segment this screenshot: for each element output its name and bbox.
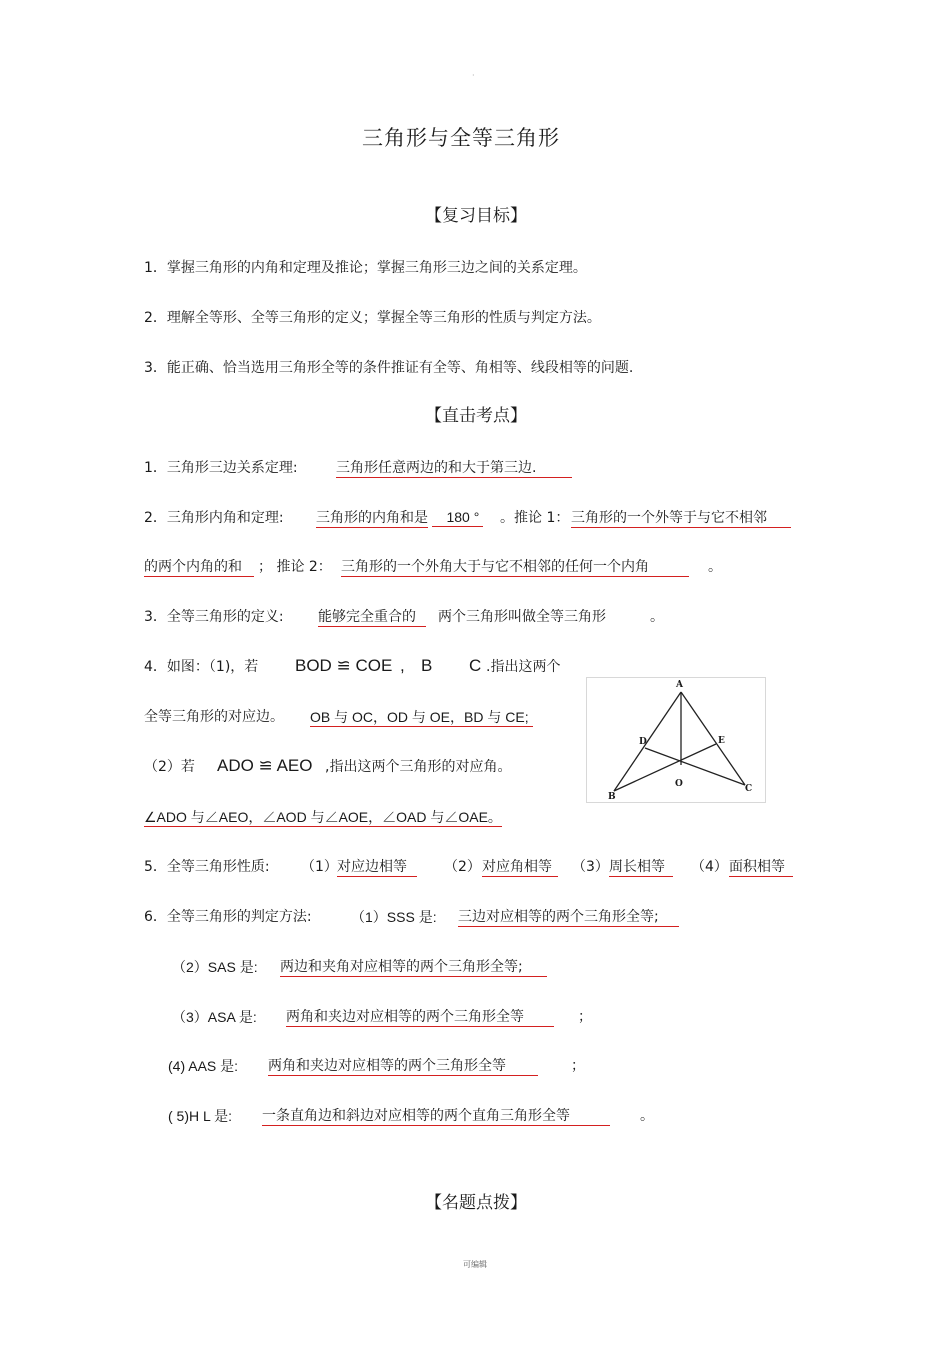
kp2-cor1 bbox=[571, 508, 791, 528]
kp4-answer1 bbox=[310, 707, 533, 727]
page-title: 三角形与全等三角形 bbox=[362, 126, 560, 150]
kp4-answer2-text: ∠ADO 与∠AEO，∠AOD 与∠AOE，∠OAD 与∠OAE。 bbox=[144, 809, 502, 825]
kp6-asa bbox=[286, 1007, 554, 1027]
kp6-sas-label: （2）SAS 是: bbox=[172, 959, 258, 975]
kp6-aas bbox=[268, 1056, 538, 1076]
kp6-sss-answer: 三边对应相等的两个三角形全等; bbox=[458, 908, 679, 927]
heading-objectives: 【复习目标】 bbox=[425, 206, 527, 226]
label-o: O bbox=[675, 779, 683, 789]
kp6-sss-label: （1）SSS 是: bbox=[351, 909, 437, 925]
kp2-label: 2．三角形内角和定理: bbox=[144, 510, 284, 526]
kp5-answer-3: 周长相等 bbox=[609, 858, 673, 877]
objective-2: 2．理解全等形、全等三角形的定义；掌握全等三角形的性质与判定方法。 bbox=[144, 310, 601, 326]
kp5-num-4: （4） bbox=[691, 859, 728, 875]
kp6-hl-label: ( 5)H L 是: bbox=[168, 1108, 233, 1124]
kp1-label: 1．三角形三边关系定理: bbox=[144, 460, 298, 476]
heading-examples: 【名题点拨】 bbox=[425, 1193, 527, 1213]
kp6-hl-answer: 一条直角边和斜边对应相等的两个直角三角形全等 bbox=[262, 1107, 610, 1126]
kp2-cor1-answer-cont: 的两个内角的和 bbox=[144, 558, 254, 577]
kp4-sep1: , bbox=[400, 656, 405, 675]
kp3-end: 。 bbox=[650, 609, 664, 625]
label-e: E bbox=[718, 736, 725, 746]
kp4-angle-b: B bbox=[421, 656, 433, 675]
heading-key-points: 【直击考点】 bbox=[425, 406, 527, 426]
kp2-cor1-cont bbox=[144, 557, 254, 577]
kp1-answer-text: 三角形任意两边的和大于第三边. bbox=[336, 459, 572, 478]
kp2-cor1-label: 。推论 1： bbox=[500, 510, 570, 526]
kp3-answer bbox=[318, 607, 426, 627]
kp2-cor2 bbox=[341, 557, 689, 577]
kp4-part2-label: （2）若 bbox=[144, 759, 195, 775]
kp6-label: 6．全等三角形的判定方法: bbox=[144, 909, 312, 925]
kp4-answer2 bbox=[144, 807, 502, 827]
footer-editable: 可编辑 bbox=[463, 1260, 487, 1269]
kp3-answer-text: 能够完全重合的 bbox=[318, 608, 426, 627]
kp4-text2: 全等三角形的对应边。 bbox=[144, 709, 284, 725]
kp5-answer-1: 对应边相等 bbox=[337, 858, 417, 877]
kp4-text3: ,指出这两个三角形的对应角。 bbox=[325, 759, 512, 775]
kp6-asa-end: ； bbox=[578, 1009, 592, 1025]
kp5-num-1: （1） bbox=[301, 859, 338, 875]
kp6-hl bbox=[262, 1106, 610, 1126]
objective-1: 1．掌握三角形的内角和定理及推论；掌握三角形三边之间的关系定理。 bbox=[144, 260, 587, 276]
kp5-label: 5．全等三角形性质: bbox=[144, 859, 270, 875]
kp6-asa-answer: 两角和夹边对应相等的两个三角形全等 bbox=[286, 1008, 554, 1027]
kp5-item-2 bbox=[482, 857, 558, 877]
kp6-asa-label: （3）ASA 是: bbox=[172, 1009, 257, 1025]
kp4-label: 4．如图：（1)，若 bbox=[144, 659, 259, 675]
kp5-item-1 bbox=[337, 857, 417, 877]
kp2-cor1-answer: 三角形的一个外等于与它不相邻 bbox=[571, 509, 791, 528]
kp2-end: 。 bbox=[708, 559, 722, 575]
kp2-cor2-answer: 三角形的一个外角大于与它不相邻的任何一个内角 bbox=[341, 558, 689, 577]
kp1-answer bbox=[336, 458, 572, 478]
kp4-text1: .指出这两个 bbox=[486, 659, 561, 675]
kp6-aas-end: ； bbox=[571, 1058, 585, 1074]
label-c: C bbox=[745, 784, 753, 794]
kp6-sas bbox=[280, 957, 547, 977]
kp5-answer-4: 面积相等 bbox=[729, 858, 793, 877]
kp2-answer-b: 180 ° bbox=[432, 508, 483, 527]
kp3-label: 3．全等三角形的定义: bbox=[144, 609, 284, 625]
kp4-angle-c: C bbox=[469, 656, 482, 675]
kp5-num-2: （2） bbox=[444, 859, 481, 875]
kp6-sas-answer: 两边和夹角对应相等的两个三角形全等; bbox=[280, 958, 547, 977]
kp6-hl-end: 。 bbox=[640, 1108, 654, 1124]
kp6-aas-answer: 两角和夹边对应相等的两个三角形全等 bbox=[268, 1057, 538, 1076]
triangle-figure bbox=[586, 677, 766, 803]
kp5-item-4 bbox=[729, 857, 793, 877]
top-dot: · bbox=[472, 71, 475, 80]
kp4-cong1: BOD ≌ COE bbox=[295, 656, 393, 675]
kp3-rest: 两个三角形叫做全等三角形 bbox=[438, 609, 606, 625]
objective-3: 3．能正确、恰当选用三角形全等的条件推证有全等、角相等、线段相等的问题. bbox=[144, 360, 634, 376]
label-a: A bbox=[676, 680, 683, 690]
kp6-sss bbox=[458, 907, 679, 927]
label-b: B bbox=[608, 792, 616, 802]
kp2-answer-a: 三角形的内角和是 bbox=[316, 510, 428, 526]
kp5-answer-2: 对应角相等 bbox=[482, 858, 558, 877]
kp6-aas-label: (4) AAS 是: bbox=[168, 1058, 239, 1074]
kp4-answer1-text: OB 与 OC，OD 与 OE，BD 与 CE; bbox=[310, 708, 533, 727]
kp2-cor2-label: ； 推论 2： bbox=[258, 559, 332, 575]
kp2-answer bbox=[316, 508, 483, 528]
kp4-cong2: ADO ≌ AEO bbox=[217, 756, 313, 775]
kp5-num-3: （3） bbox=[572, 859, 609, 875]
side-ac bbox=[681, 692, 745, 785]
kp5-item-3 bbox=[609, 857, 673, 877]
label-d: D bbox=[639, 737, 647, 747]
